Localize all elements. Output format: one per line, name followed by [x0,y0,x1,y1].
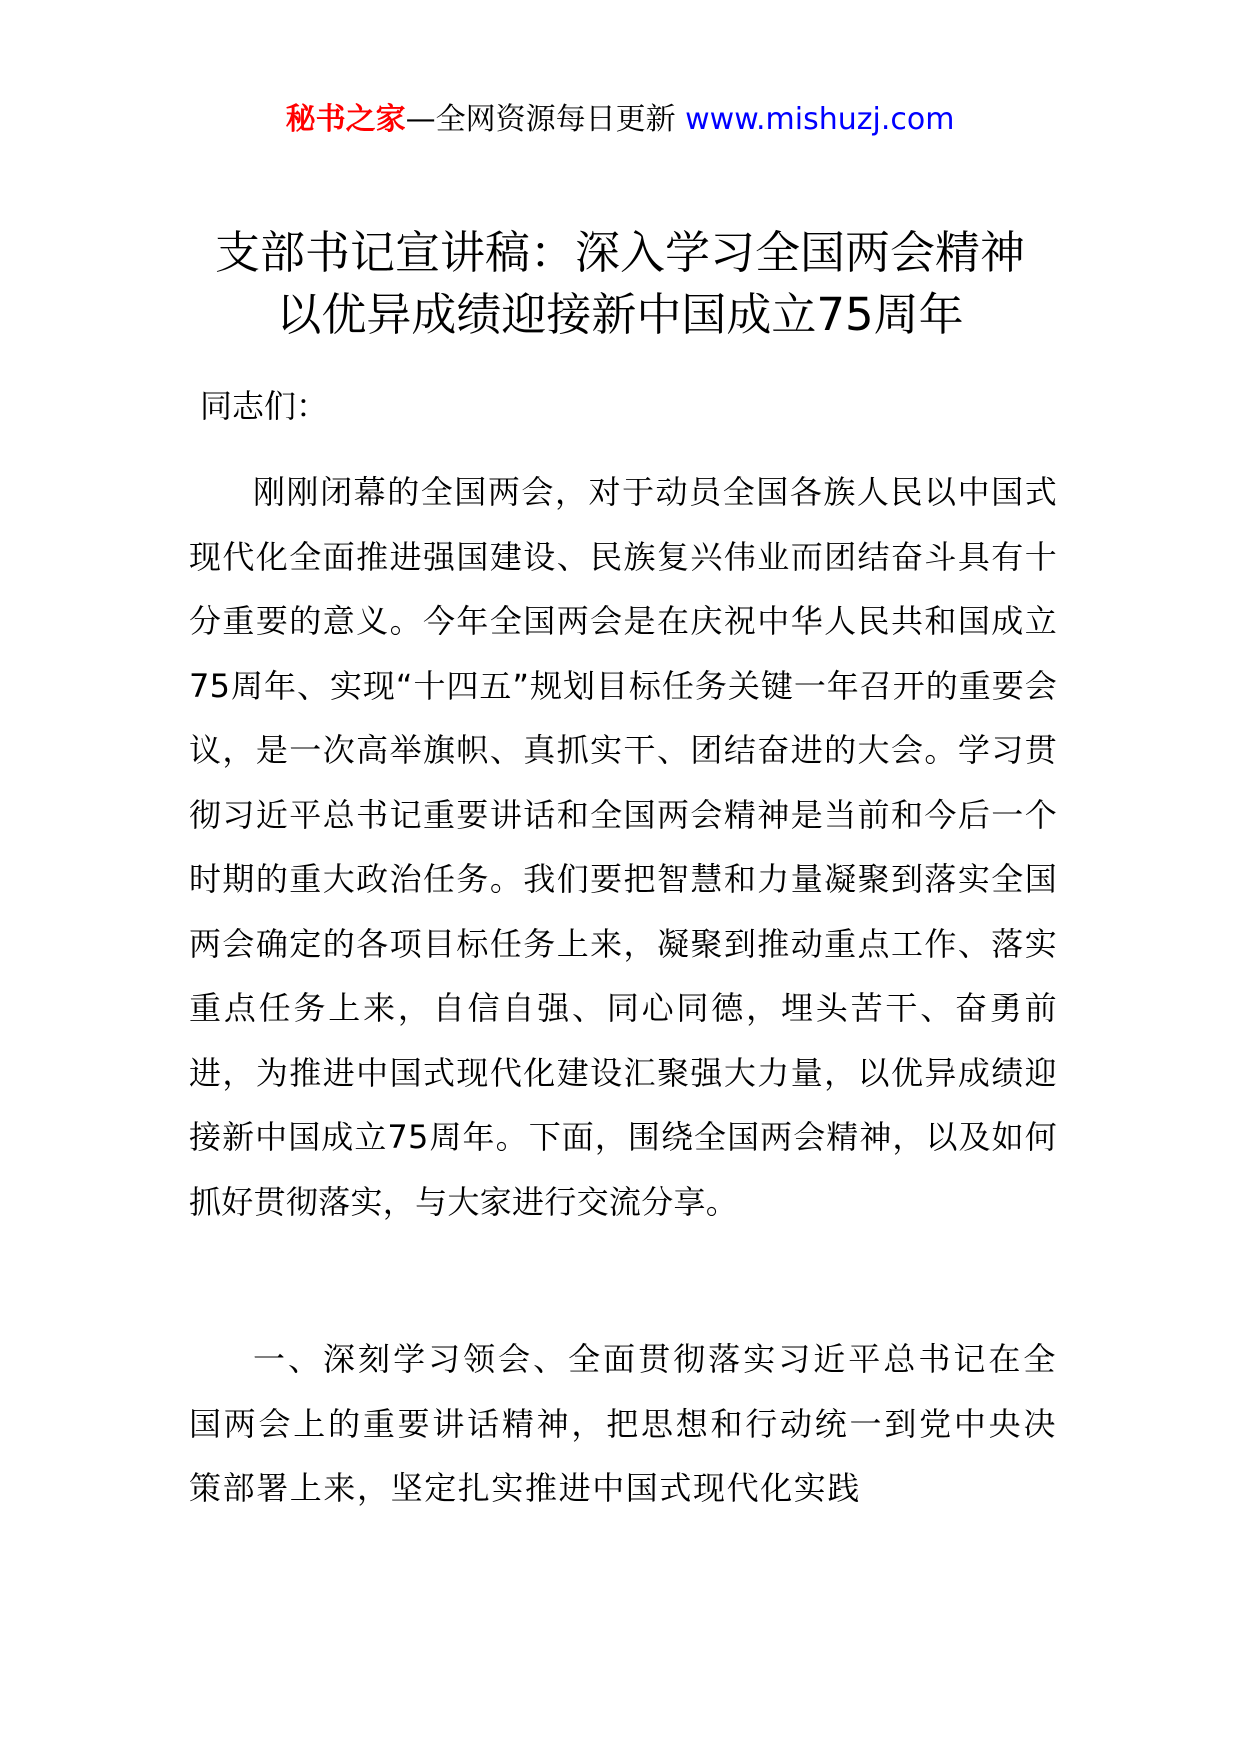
title-line-2: 以优异成绩迎接新中国成立75周年 [276,288,964,341]
site-url-link[interactable]: www.mishuzj.com [685,102,955,137]
salutation: 同志们： [200,387,329,425]
site-header [0,100,1240,140]
site-tagline: —全网资源每日更新 [405,102,686,137]
title-line-1: 支部书记宣讲稿：深入学习全国两会精神 [214,226,1025,279]
site-name: 秘书之家 [285,102,406,137]
paragraph-section-heading-1: 一、深刻学习领会、全面贯彻落实习近平总书记在全国两会上的重要讲话精神，把思想和行动统一到党中央决策部署上来，坚定扎实推进中国式现代化实践 [189,1340,1057,1507]
document-title [0,222,1240,346]
paragraph-intro: 刚刚闭幕的全国两会，对于动员全国各族人民以中国式现代化全面推进强国建设、民族复兴伟业而团结奋斗具有十分重要的意义。今年全国两会是在庆祝中华人民共和国成立75周年、实现“十四五”规划目标任务关键一年召开的重要会议，是一次高举旗帜、真抓实干、团结奋进的大会。学习贯彻习近平总书记重要讲话和全国两会精神是当前和今后一个时期的重大政治任务。我们要把智慧和力量凝聚到落实全国两会确定的各项目标任务上来，凝聚到推动重点工作、落实重点任务上来，自信自强、同心同德，埋头苦干、奋勇前进，为推进中国式现代化建设汇聚强大力量，以优异成绩迎接新中国成立75周年。下面，围绕全国两会精神，以及如何抓好贯彻落实，与大家进行交流分享。 [189,473,1057,1221]
